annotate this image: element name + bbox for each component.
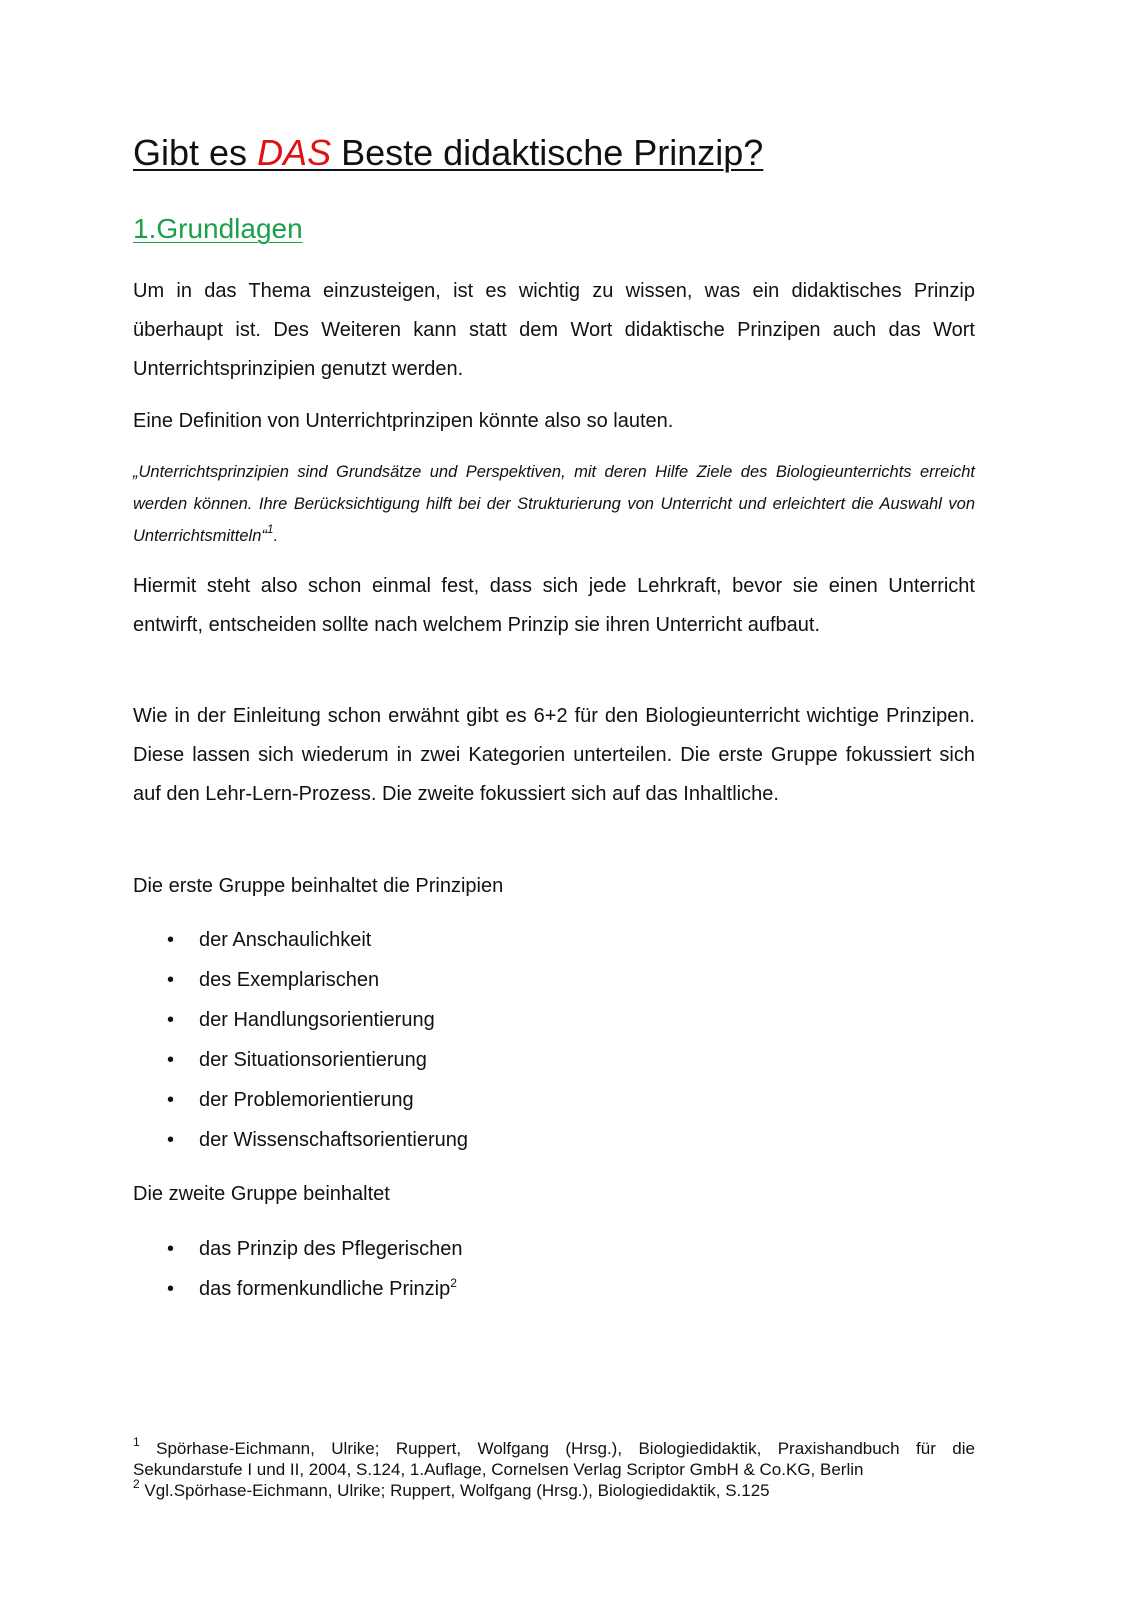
group2-intro: Die zweite Gruppe beinhaltet	[133, 1183, 390, 1205]
group2-list	[133, 1229, 975, 1309]
list-item: • der Wissenschaftsorientierung	[133, 1120, 975, 1160]
title-prefix: Gibt es	[133, 132, 258, 173]
footnote-ref-2[interactable]: 2	[450, 1276, 457, 1290]
footnotes	[133, 1435, 975, 1501]
list-item	[133, 1269, 975, 1309]
document-title	[133, 130, 975, 176]
quote-end: .	[273, 527, 279, 545]
group1-intro: Die erste Gruppe beinhaltet die Prinzipien	[133, 875, 504, 897]
footnote-number: 2	[133, 1477, 140, 1491]
paragraph-intro: Um in das Thema einzusteigen, ist es wichtig zu wissen, was ein didaktisches Prinzip überhaupt ist. Des Weiteren kann statt dem Wort didaktische Prinzipen auch das Wort Unterrichtsprinzipien genutzt werden.	[133, 280, 975, 380]
quote-text: „Unterrichtsprinzipien sind Grundsätze und Perspektiven, mit deren Hilfe Ziele des Biologieunterrichts erreicht werden können. Ihre Berücksichtigung hilft bei der Strukturierung von Unterricht und erleichtert die Auswahl von Unterrichtsmitteln“	[133, 463, 975, 545]
footnote-text: Vgl.Spörhase-Eichmann, Ulrike; Ruppert, Wolfgang (Hrsg.), Biologiedidaktik, S.125	[139, 1481, 770, 1500]
list-item-text: das formenkundliche Prinzip	[199, 1278, 451, 1300]
list-item: • des Exemplarischen	[133, 960, 975, 1000]
paragraph-categories: Wie in der Einleitung schon erwähnt gibt es 6+2 für den Biologieunterricht wichtige Prinzipen. Diese lassen sich wiederum in zwei Kategorien unterteilen. Die erste Gruppe fokussiert sich auf den Lehr-Lern-Prozess. Die zweite fokussiert sich auf das Inhaltliche.	[133, 705, 975, 805]
footnote-number: 1	[133, 1435, 140, 1449]
title-emphasis: DAS	[257, 132, 332, 173]
footnote-text: Spörhase-Eichmann, Ulrike; Ruppert, Wolfgang (Hrsg.), Biologiedidaktik, Praxishandbuch für die Sekundarstufe I und II, 2004, S.124, 1.Auflage, Cornelsen Verlag Scriptor GmbH & Co.KG, Berlin	[133, 1439, 975, 1479]
list-item: • der Situationsorientierung	[133, 1040, 975, 1080]
list-item: • der Problemorientierung	[133, 1080, 975, 1120]
group1-list	[133, 920, 975, 1160]
list-item: • der Handlungsorientierung	[133, 1000, 975, 1040]
definition-quote	[133, 456, 975, 552]
footnote-ref-1[interactable]: 1	[266, 522, 274, 536]
footnote-2	[133, 1477, 975, 1501]
list-item: • der Anschaulichkeit	[133, 920, 975, 960]
paragraph-definition-intro: Eine Definition von Unterrichtprinzipen könnte also so lauten.	[133, 410, 674, 432]
list-item: • das Prinzip des Pflegerischen	[133, 1229, 975, 1269]
footnote-1	[133, 1435, 975, 1480]
title-suffix: Beste didaktische Prinzip?	[331, 132, 764, 173]
paragraph-consequence: Hiermit steht also schon einmal fest, dass sich jede Lehrkraft, bevor sie einen Unterricht entwirft, entscheiden sollte nach welchem Prinzip sie ihren Unterricht aufbaut.	[133, 575, 975, 636]
section-heading: 1.Grundlagen	[133, 213, 303, 244]
